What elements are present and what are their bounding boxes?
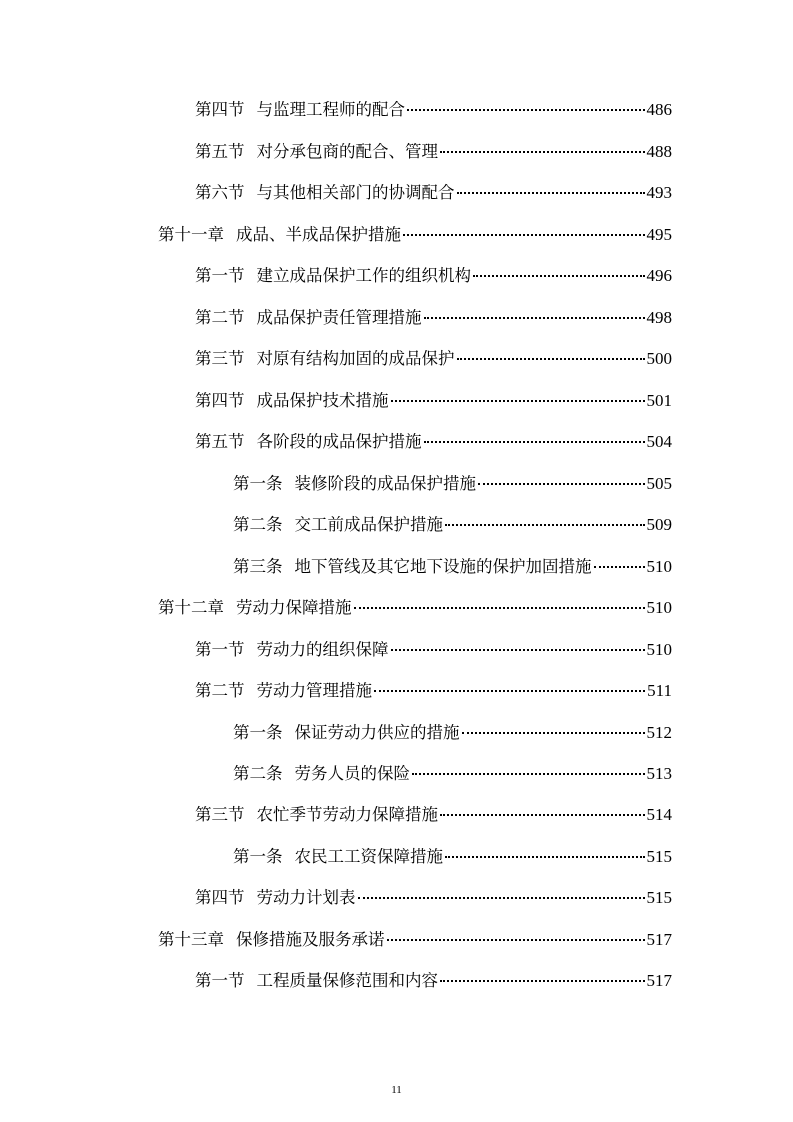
dot-leader — [412, 773, 645, 775]
toc-entry-page: 495 — [646, 225, 672, 244]
toc-entry-page: 496 — [646, 266, 672, 285]
toc-entry-title: 农民工工资保障措施 — [294, 847, 443, 866]
toc-entry[interactable] — [195, 429, 672, 455]
toc-entry-title: 与监理工程师的配合 — [256, 100, 405, 119]
dot-leader — [440, 814, 645, 816]
toc-entry-label: 第十二章 — [158, 598, 224, 617]
toc-entry[interactable] — [195, 388, 672, 414]
toc-entry-title: 装修阶段的成品保护措施 — [294, 474, 476, 493]
toc-entry-label: 第二节 — [195, 308, 245, 327]
toc-entry-title: 工程质量保修范围和内容 — [256, 971, 438, 990]
toc-entry[interactable] — [158, 927, 672, 953]
toc-entry-label: 第五节 — [195, 142, 245, 161]
dot-leader — [403, 234, 645, 236]
toc-entry-page: 512 — [646, 723, 672, 742]
toc-entry-label: 第二节 — [195, 681, 245, 700]
dot-leader — [462, 732, 645, 734]
toc-entry-page: 500 — [646, 349, 672, 368]
toc-entry-label: 第六节 — [195, 183, 245, 202]
toc-entry[interactable] — [158, 595, 672, 621]
toc-entry-title: 劳动力计划表 — [256, 888, 356, 907]
dot-leader — [391, 400, 645, 402]
toc-entry[interactable] — [233, 844, 672, 870]
toc-entry[interactable] — [195, 678, 672, 704]
toc-entry-page: 515 — [646, 847, 672, 866]
dot-leader — [387, 939, 645, 941]
toc-entry-label: 第十三章 — [158, 930, 224, 949]
toc-entry-page: 513 — [646, 764, 672, 783]
toc-entry-title: 与其他相关部门的协调配合 — [256, 183, 455, 202]
toc-entry-title: 成品保护责任管理措施 — [256, 308, 422, 327]
dot-leader — [424, 441, 645, 443]
toc-entry[interactable] — [195, 637, 672, 663]
toc-entry-title: 成品保护技术措施 — [256, 391, 389, 410]
toc-entry[interactable] — [195, 346, 672, 372]
toc-entry[interactable] — [233, 761, 672, 787]
toc-entry[interactable] — [233, 554, 672, 580]
toc-entry-label: 第十一章 — [158, 225, 224, 244]
dot-leader — [440, 980, 645, 982]
dot-leader — [445, 856, 645, 858]
toc-entry[interactable] — [195, 139, 672, 165]
toc-entry-title: 劳动力管理措施 — [256, 681, 372, 700]
toc-entry-page: 509 — [646, 515, 672, 534]
toc-entry[interactable] — [195, 180, 672, 206]
dot-leader — [374, 690, 645, 692]
dot-leader — [594, 566, 645, 568]
toc-entry-label: 第二条 — [233, 764, 283, 783]
toc-entry-title: 劳动力保障措施 — [236, 598, 352, 617]
toc-entry[interactable] — [158, 222, 672, 248]
page-number: 11 — [391, 1084, 402, 1096]
toc-entry-page: 493 — [646, 183, 672, 202]
toc-entry-page: 505 — [646, 474, 672, 493]
toc-entry-label: 第三条 — [233, 557, 283, 576]
toc-entry-label: 第四节 — [195, 391, 245, 410]
toc-entry[interactable] — [233, 471, 672, 497]
toc-entry-label: 第五节 — [195, 432, 245, 451]
toc-entry-page: 501 — [646, 391, 672, 410]
dot-leader — [478, 483, 645, 485]
dot-leader — [391, 649, 645, 651]
toc-entry[interactable] — [195, 263, 672, 289]
toc-entry-label: 第一条 — [233, 474, 283, 493]
toc-entry-label: 第四节 — [195, 100, 245, 119]
toc-entry-label: 第四节 — [195, 888, 245, 907]
dot-leader — [457, 192, 645, 194]
toc-entry[interactable] — [195, 968, 672, 994]
toc-entry-title: 成品、半成品保护措施 — [236, 225, 401, 244]
toc-entry-label: 第三节 — [195, 805, 245, 824]
toc-entry-title: 劳务人员的保险 — [294, 764, 410, 783]
toc-entry-page: 510 — [646, 640, 672, 659]
toc-entry-title: 建立成品保护工作的组织机构 — [256, 266, 471, 285]
dot-leader — [440, 151, 645, 153]
toc-entry[interactable] — [195, 802, 672, 828]
toc-entry-title: 地下管线及其它地下设施的保护加固措施 — [294, 557, 592, 576]
toc-entry-label: 第一节 — [195, 266, 245, 285]
toc-entry-page: 514 — [646, 805, 672, 824]
toc-entry[interactable] — [195, 97, 672, 123]
toc-entry-page: 517 — [646, 971, 672, 990]
dot-leader — [407, 109, 645, 111]
toc-entry-title: 保修措施及服务承诺 — [236, 930, 385, 949]
dot-leader — [445, 524, 645, 526]
toc-entry[interactable] — [195, 305, 672, 331]
toc-entry-label: 第一节 — [195, 640, 245, 659]
toc-entry-label: 第一节 — [195, 971, 245, 990]
toc-entry-page: 488 — [646, 142, 672, 161]
dot-leader — [457, 358, 645, 360]
toc-entry[interactable] — [233, 720, 672, 746]
toc-entry-title: 交工前成品保护措施 — [294, 515, 443, 534]
toc-entry-title: 劳动力的组织保障 — [256, 640, 389, 659]
toc-entry-title: 对原有结构加固的成品保护 — [256, 349, 455, 368]
toc-entry[interactable] — [195, 885, 672, 911]
toc-entry-page: 486 — [646, 100, 672, 119]
toc-entry-title: 各阶段的成品保护措施 — [256, 432, 422, 451]
toc-entry-label: 第一条 — [233, 847, 283, 866]
dot-leader — [424, 317, 645, 319]
toc-entry-title: 保证劳动力供应的措施 — [294, 723, 460, 742]
toc-entry-label: 第二条 — [233, 515, 283, 534]
toc-entry-label: 第一条 — [233, 723, 283, 742]
toc-entry-page: 510 — [646, 557, 672, 576]
dot-leader — [354, 607, 645, 609]
toc-entry-label: 第三节 — [195, 349, 245, 368]
toc-entry-page: 515 — [646, 888, 672, 907]
toc-entry-page: 510 — [646, 598, 672, 617]
toc-entry-page: 504 — [646, 432, 672, 451]
dot-leader — [473, 275, 645, 277]
toc-entry[interactable] — [233, 512, 672, 538]
toc-entry-page: 498 — [646, 308, 672, 327]
toc-entry-page: 517 — [646, 930, 672, 949]
toc-entry-page: 511 — [647, 681, 672, 700]
toc-entry-title: 农忙季节劳动力保障措施 — [256, 805, 438, 824]
dot-leader — [358, 897, 645, 899]
toc-entry-title: 对分承包商的配合、管理 — [256, 142, 438, 161]
